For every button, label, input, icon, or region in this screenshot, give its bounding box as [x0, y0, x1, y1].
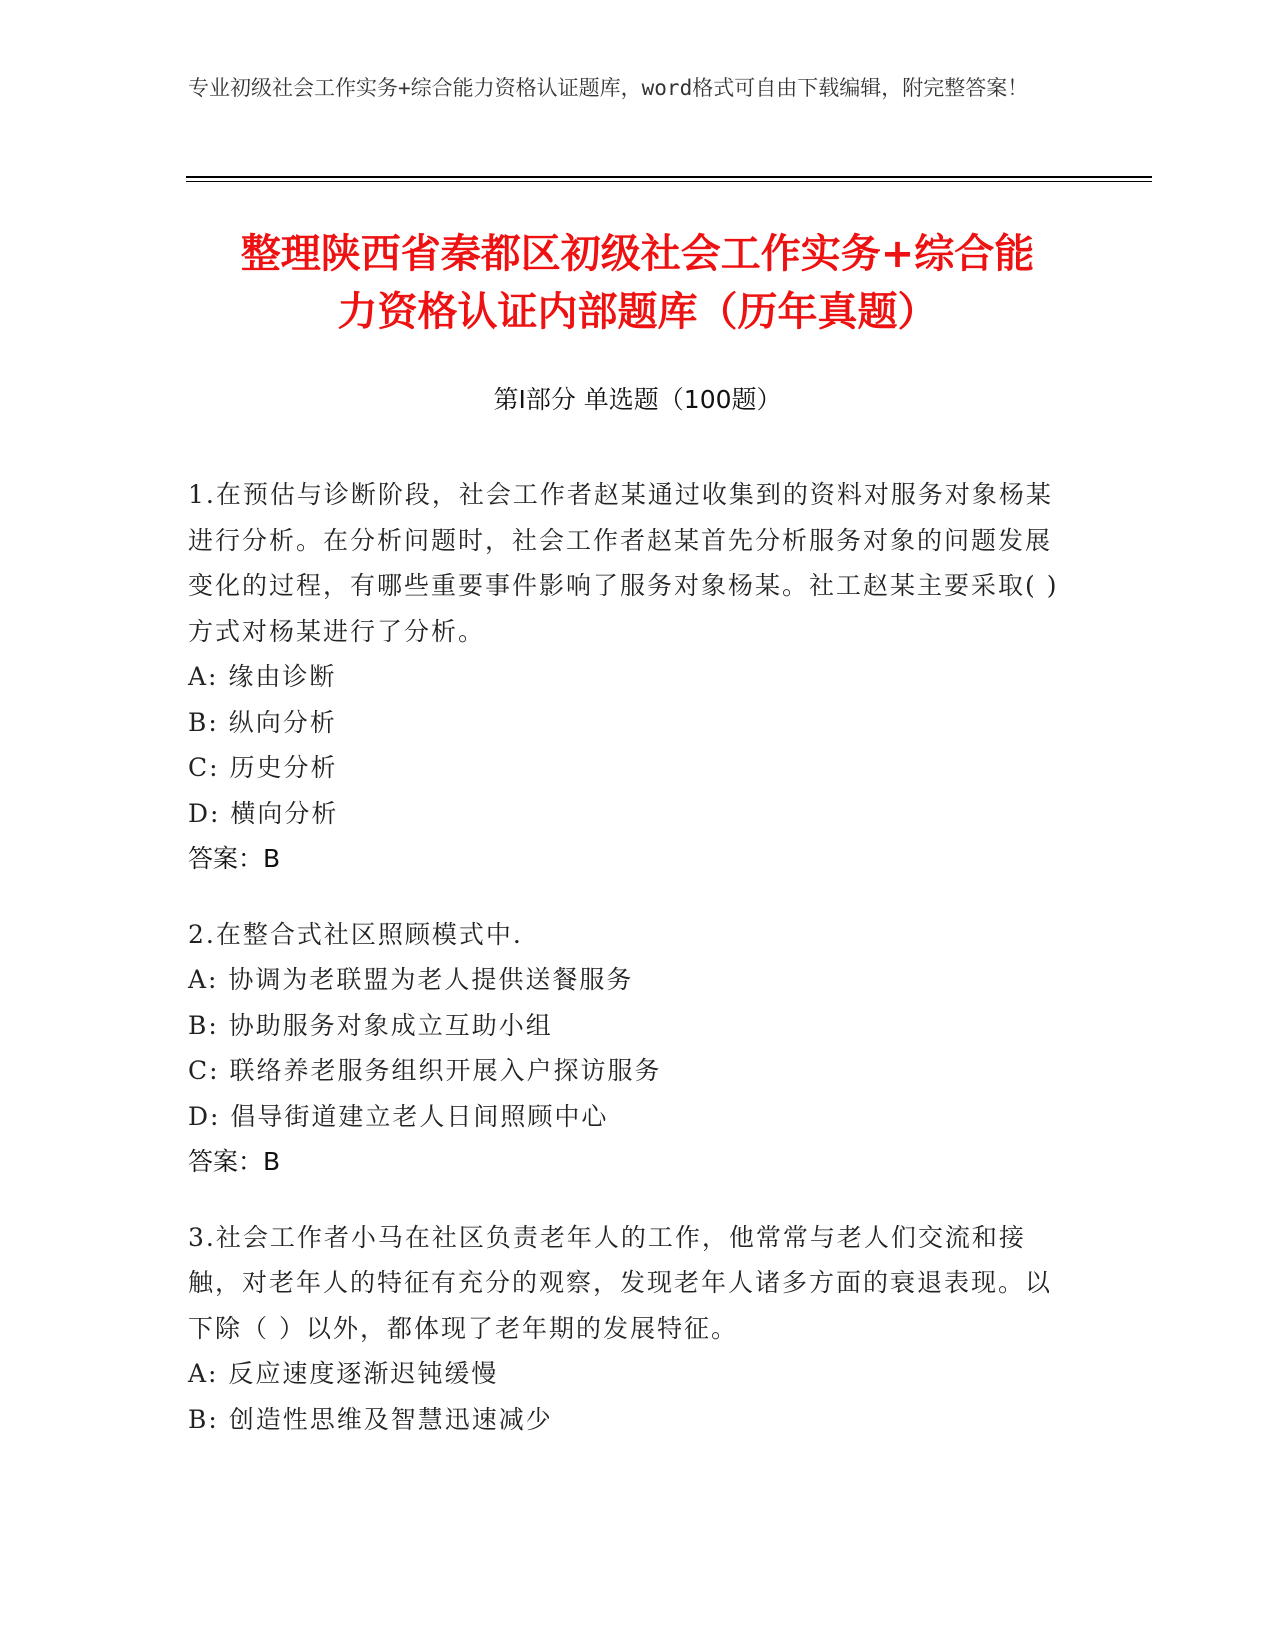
answer: 答案：B [188, 844, 281, 873]
option-a: A: 缘由诊断 [188, 662, 337, 691]
option-c: C: 历史分析 [188, 753, 338, 782]
option-b: B: 纵向分析 [188, 707, 337, 737]
header-divider-thick [186, 176, 1152, 178]
question-3 [188, 1215, 1068, 1443]
title-line-2: 力资格认证内部题库（历年真题） [337, 289, 938, 335]
header-note: 专业初级社会工作实务+综合能力资格认证题库，word格式可自由下载编辑，附完整答案！ [188, 76, 1029, 100]
option-d: D: 横向分析 [188, 798, 339, 828]
question-text: 3.社会工作者小马在社区负责老年人的工作，他常常与老人们交流和接触，对老年人的特征有充分的观察，发现老年人诸多方面的衰退表现。以下除（ ）以外，都体现了老年期的发展特征。 [188, 1222, 1053, 1343]
option-d: D: 倡导街道建立老人日间照顾中心 [188, 1101, 609, 1131]
section-title: 第Ⅰ部分 单选题（100题） [493, 385, 782, 414]
question-1 [188, 472, 1068, 882]
question-text: 1.在预估与诊断阶段，社会工作者赵某通过收集到的资料对服务对象杨某进行分析。在分析问题时，社会工作者赵某首先分析服务对象的问题发展变化的过程，有哪些重要事件影响了服务对象杨某。社工赵某主要采取( )方式对杨某进行了分析。 [188, 480, 1059, 646]
document-title [150, 225, 1125, 341]
option-b: B: 创造性思维及智慧迅速减少 [188, 1404, 553, 1434]
title-line-1: 整理陕西省秦都区初级社会工作实务+综合能 [240, 231, 1035, 277]
question-2 [188, 912, 1068, 1185]
answer: 答案：B [188, 1147, 281, 1176]
option-a: A: 协调为老联盟为老人提供送餐服务 [188, 965, 634, 994]
question-list [188, 472, 1068, 1472]
option-c: C: 联络养老服务组织开展入户探访服务 [188, 1056, 662, 1085]
question-text: 2.在整合式社区照顾模式中. [188, 919, 523, 949]
option-b: B: 协助服务对象成立互助小组 [188, 1010, 553, 1040]
option-a: A: 反应速度逐渐迟钝缓慢 [188, 1359, 499, 1388]
header-divider-thin [186, 181, 1152, 182]
